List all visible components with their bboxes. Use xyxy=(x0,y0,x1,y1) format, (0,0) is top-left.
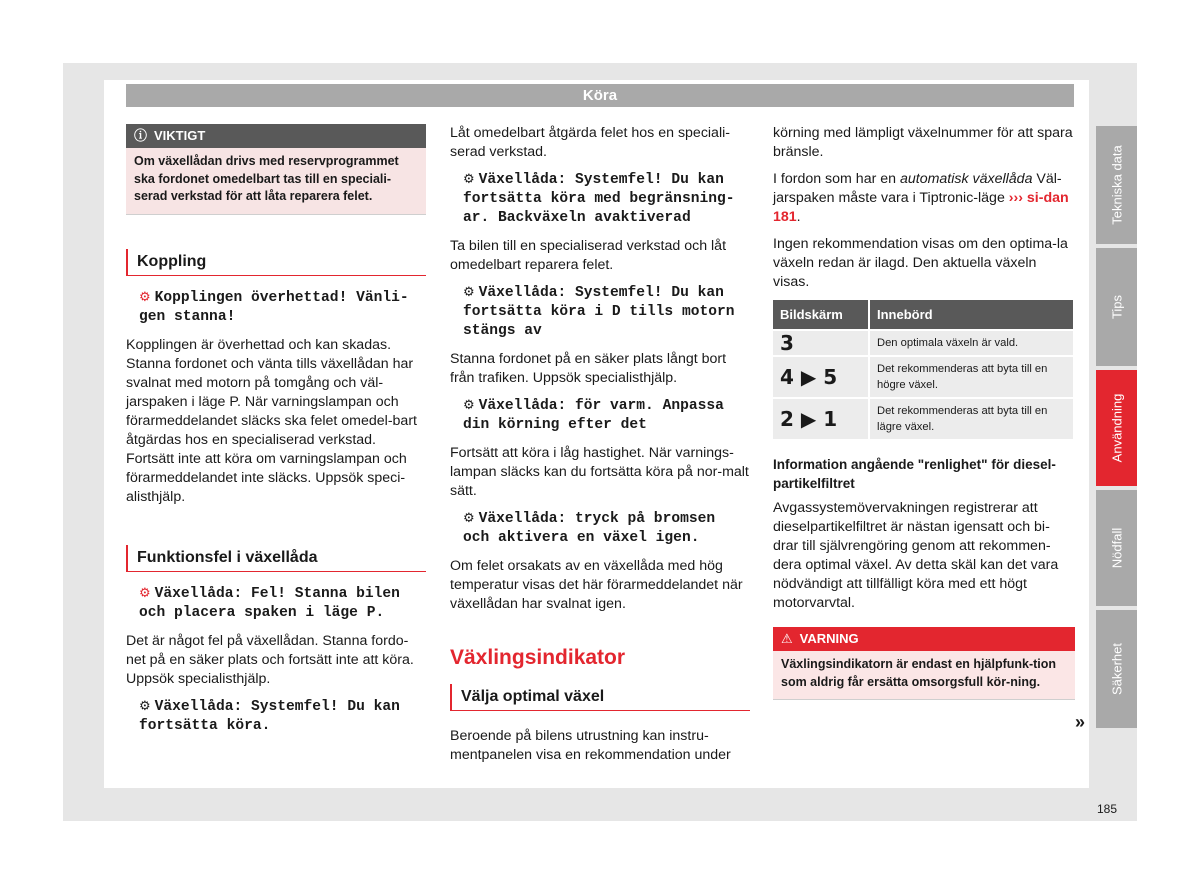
table-row xyxy=(773,330,1073,356)
paragraph: Beroende på bilens utrustning kan instru-mentpanelen visa en rekommendation under xyxy=(450,728,731,763)
warning-notice-header xyxy=(773,627,1075,651)
column-1 xyxy=(126,124,426,745)
page-number: 185 xyxy=(1097,802,1118,816)
gear-meaning: Den optimala växeln är vald. xyxy=(869,330,1073,356)
section-title-koppling: Koppling xyxy=(126,249,426,276)
driver-message-text: Kopplingen överhettad! Vänli-gen stanna! xyxy=(139,289,409,325)
gear-symbol: 4 ▶ 5 xyxy=(773,356,869,398)
driver-message-text: Växellåda: för varm. Anpassa din körning efter det xyxy=(463,398,724,433)
gear-symbol: 3 xyxy=(773,330,869,356)
gear-icon: ⚙ xyxy=(463,398,475,413)
warning-gear-icon: ⚙ xyxy=(139,289,151,305)
page-header: Köra xyxy=(126,84,1074,107)
section-title-valja: Välja optimal växel xyxy=(450,684,750,711)
table-row xyxy=(773,398,1073,439)
driver-message xyxy=(450,509,750,548)
text-run: I fordon som har en xyxy=(773,171,900,187)
gear-symbol: 2 ▶ 1 xyxy=(773,398,869,439)
warning-notice xyxy=(773,627,1075,700)
gear-meaning: Det rekommenderas att byta till en lägre växel. xyxy=(869,398,1073,439)
important-notice xyxy=(126,124,426,215)
important-notice-text: Om växellådan drivs med reservprogrammet ska fordonet omedelbart tas till en speciali-serad verkstad för att låta reparera felet. xyxy=(126,148,426,214)
driver-message xyxy=(126,288,426,327)
driver-message xyxy=(450,283,750,341)
driver-message-text: Växellåda: tryck på bromsen och aktivera en växel igen. xyxy=(463,511,716,546)
paragraph: Fortsätt att köra i låg hastighet. När varnings-lampan släcks kan du fortsätta köra på nor-malt sätt. xyxy=(450,445,749,499)
paragraph: Kopplingen är överhettad och kan skadas. Stanna fordonet och vänta tills växellådan har svalnat med motorn på tomgång och väl-jarspaken i läge P. När varningslampan och förarmeddelandet släcks ska felet omedel-bart åtgärdas hos en specialiserad verkstad. Fortsätt inte att köra om varningslampan och förarmeddelandet inte släcks. Uppsök speci-alisthjälp. xyxy=(126,336,417,505)
warning-notice-text: Växlingsindikatorn är endast en hjälpfunk-tion som aldrig får ersätta omsorgsfull kör-ning. xyxy=(773,651,1075,699)
paragraph: Avgassystemövervakningen registrerar att dieselpartikelfiltret är nästan igensatt och bi-drar till självrengöring genom att rekommen-dera optimal växel. Av detta skäl kan det vara nödvändigt att tillfälligt köra med ett högt motorvarvtal. xyxy=(773,500,1059,611)
gear-icon: ⚙ xyxy=(463,511,475,526)
tab-anvandning[interactable] xyxy=(1096,370,1137,486)
tab-tips[interactable] xyxy=(1096,248,1137,366)
chapter-title: Växlingsindikator xyxy=(450,646,626,669)
gear-meaning: Det rekommenderas att byta till en högre växel. xyxy=(869,356,1073,398)
important-notice-header xyxy=(126,124,426,148)
continue-arrows-icon: » xyxy=(1075,712,1086,732)
tab-tekniska-data[interactable] xyxy=(1096,126,1137,244)
warning-gear-icon: ⚙ xyxy=(139,585,151,601)
gear-icon: ⚙ xyxy=(463,172,475,187)
paragraph: Stanna fordonet på en säker plats långt bort från trafiken. Uppsök specialisthjälp. xyxy=(450,351,727,386)
gear-icon: ⚙ xyxy=(139,698,151,714)
driver-message-text: Växellåda: Systemfel! Du kan fortsätta köra. xyxy=(139,698,400,734)
info-icon: ⓘ xyxy=(134,128,148,143)
tab-label: Säkerhet xyxy=(1109,642,1124,696)
gear-icon: ⚙ xyxy=(463,285,475,300)
tab-nodfall[interactable] xyxy=(1096,490,1137,606)
paragraph: Ingen rekommendation visas om den optima-la växeln redan är ilagd. Den aktuella växeln visas. xyxy=(773,236,1068,290)
driver-message xyxy=(450,396,750,435)
emphasis-text: automatisk växellåda xyxy=(899,171,1033,187)
tab-label: Nödfall xyxy=(1109,527,1124,569)
driver-message-text: Växellåda: Systemfel! Du kan fortsätta köra med begränsning-ar. Backväxeln avaktiverad xyxy=(463,172,735,226)
tab-label: Användning xyxy=(1109,393,1124,463)
text-run: . xyxy=(796,209,801,225)
paragraph: Låt omedelbart åtgärda felet hos en speciali-serad verkstad. xyxy=(450,125,730,160)
column-2 xyxy=(450,124,750,773)
gear-indicator-table xyxy=(773,300,1073,439)
paragraph: Ta bilen till en specialiserad verkstad och låt omedelbart reparera felet. xyxy=(450,238,727,273)
warning-triangle-icon: ⚠ xyxy=(781,631,793,646)
important-label: VIKTIGT xyxy=(154,128,206,143)
page-reference-link[interactable]: ››› si-dan 181 xyxy=(773,190,1069,225)
section-title-funktionsfel: Funktionsfel i växellåda xyxy=(126,545,426,572)
warning-label: VARNING xyxy=(799,631,859,646)
driver-message-text: Växellåda: Systemfel! Du kan fortsätta köra i D tills motorn stängs av xyxy=(463,285,735,339)
driver-message xyxy=(450,170,750,228)
info-heading: Information angående "renlighet" för diesel-partikelfiltret xyxy=(773,457,1056,491)
paragraph-tiptronic xyxy=(773,170,1075,227)
driver-message xyxy=(126,584,426,623)
table-row xyxy=(773,356,1073,398)
paragraph: Det är något fel på växellådan. Stanna fordo-net på en säker plats och fortsätt inte att köra. Uppsök specialisthjälp. xyxy=(126,632,414,687)
driver-message-text: Växellåda: Fel! Stanna bilen och placera spaken i läge P. xyxy=(139,585,400,621)
column-header: Innebörd xyxy=(869,300,1073,330)
table-header-row xyxy=(773,300,1073,330)
column-header: Bildskärm xyxy=(773,300,869,330)
tab-label: Tips xyxy=(1109,294,1124,320)
paragraph: Om felet orsakats av en växellåda med hög temperatur visas det här förarmeddelandet när växellådan har svalnat igen. xyxy=(450,558,743,612)
column-3 xyxy=(773,124,1075,710)
text-run: Väl-jarspaken måste vara i Tiptronic-läge xyxy=(773,171,1062,206)
paragraph: körning med lämpligt växelnummer för att spara bränsle. xyxy=(773,125,1073,160)
driver-message xyxy=(126,697,426,736)
tab-sakerhet[interactable] xyxy=(1096,610,1137,728)
tab-label: Tekniska data xyxy=(1109,145,1124,225)
